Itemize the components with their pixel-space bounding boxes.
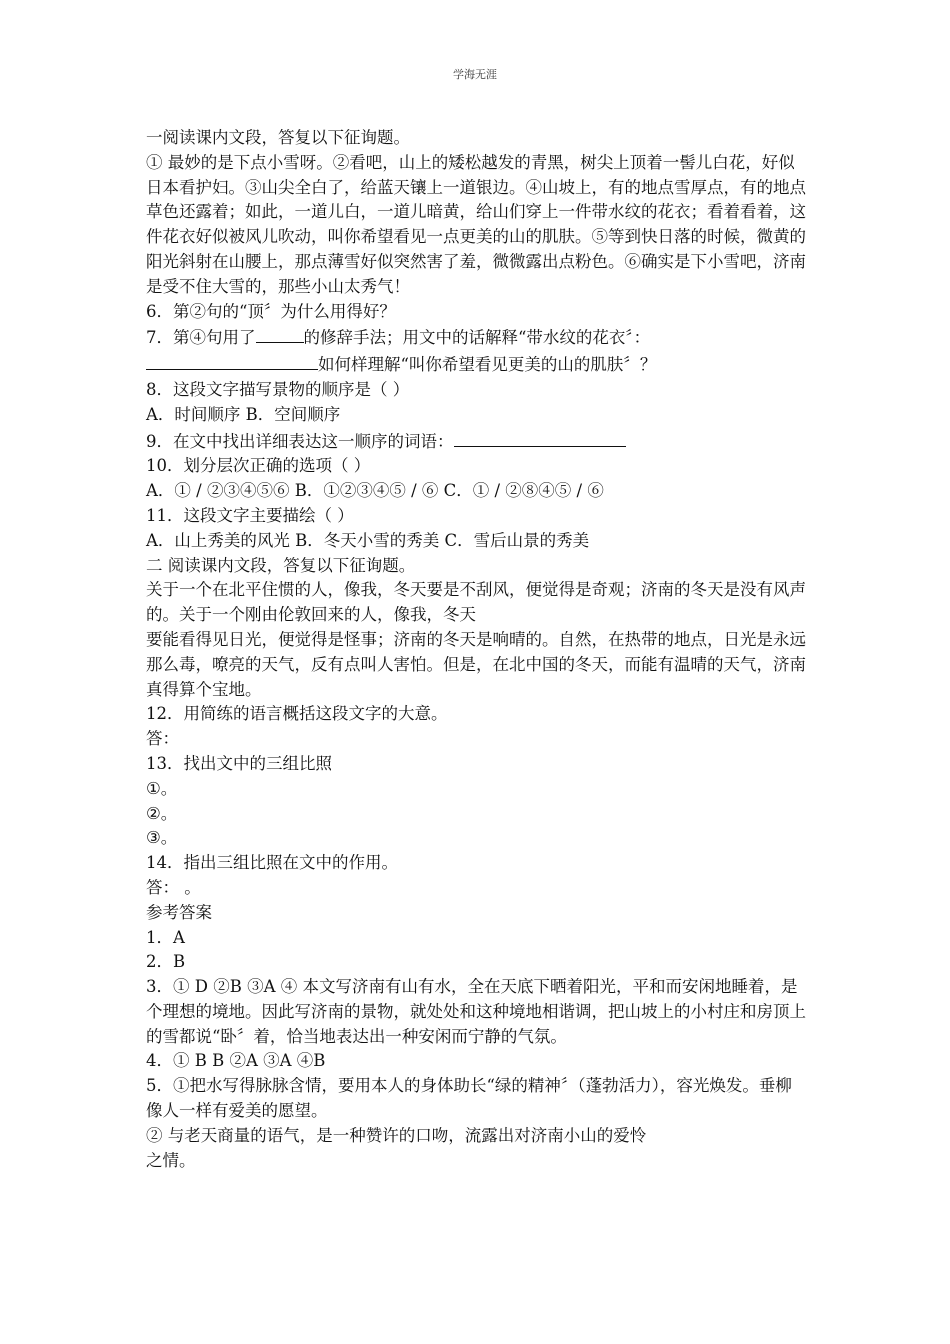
question-14: 14．指出三组比照在文中的作用。 [146, 853, 398, 873]
question-11-options: A．山上秀美的风光 B．冬天小雪的秀美 C．雪后山景的秀美 [146, 530, 590, 550]
section1-passage: ① 最妙的是下点小雪呀。②看吧，山上的矮松越发的青黑，树尖上顶着一髻儿白花，好似日本看护妇。③山尖全白了，给蓝天镶上一道银边。④山坡上，有的地点雪厚点，有的地点草色还露着；如此，一道儿白，一道儿暗黄，给山们穿上一件带水纹的花衣；看着看着，这件花衣好似被风儿吹动，叫你希望看见一点更美的山的肌肤。⑤等到快日落的时候，微黄的阳光斜射在山腰上，那点薄雪好似突然害了羞，微微露出点粉色。⑥确实是下小雪吧，济南是受不住大雪的，那些小山太秀气！ [146, 152, 806, 296]
page-header: 学海无涯 [453, 68, 497, 81]
answer-blank [454, 428, 626, 447]
question-12: 12．用简练的语言概括这段文字的大意。 [146, 704, 448, 724]
question-14-answer: 答： 。 [146, 877, 201, 897]
answer-5-part-3: 之情。 [146, 1150, 196, 1170]
document-body [146, 126, 806, 1173]
answer-blank [146, 351, 318, 370]
question-8: 8．这段文字描写景物的顺序是（ ） [146, 379, 410, 399]
question-7-part-c: 如何样理解“叫你希望看见更美的山的肌肤〞？ [318, 355, 657, 375]
question-11: 11．这段文字主要描绘（ ） [146, 505, 354, 525]
section2-passage-2: 要能看得见日光，便觉得是怪事；济南的冬天是响晴的。自然，在热带的地点，日光是永远那么毒，嘹亮的天气，反有点叫人害怕。但是，在北中国的冬天，而能有温晴的天气，济南真得算个宝地。 [146, 629, 806, 699]
answer-blank [256, 324, 304, 343]
question-13-item-3: ③。 [146, 828, 178, 848]
answer-2: 2．B [146, 952, 186, 972]
question-9 [146, 428, 806, 455]
answer-5-part-1: 5．①把水写得脉脉含情，要用本人的身体助长“绿的精神〞（蓬勃活力），容光焕发。垂柳像人一样有爱美的愿望。 [146, 1076, 792, 1121]
section2-passage-1: 关于一个在北平住惯的人，像我，冬天要是不刮风，便觉得是奇观；济南的冬天是没有风声的。关于一个刚由伦敦回来的人，像我，冬天 [146, 580, 806, 625]
answers-heading: 参考答案 [146, 902, 212, 922]
question-13-item-2: ②。 [146, 803, 178, 823]
answer-3: 3．① D ②B ③A ④ 本文写济南有山有水，全在天底下晒着阳光，平和而安闲地睡着，是个理想的境地。因此写济南的景物，就处处和这种境地相谐调，把山坡上的小村庄和房顶上的雪都说“卧〞着，恰当地表达出一种安闲而宁静的气氛。 [146, 977, 806, 1046]
question-10-options: A．① / ②③④⑤⑥ B．①②③④⑤ / ⑥ C．① / ②⑧④⑤ / ⑥ [146, 481, 604, 501]
question-6: 6．第②句的“顶〞为什么用得好？ [146, 301, 396, 321]
question-8-options: A．时间顺序 B．空间顺序 [146, 404, 341, 424]
question-13-item-1: ①。 [146, 778, 178, 798]
answer-1: 1．A [146, 927, 185, 947]
section1-heading: 一阅读课内文段，答复以下征询题。 [146, 128, 410, 147]
section2-heading: 二 阅读课内文段，答复以下征询题。 [146, 555, 416, 575]
question-12-answer: 答： [146, 729, 179, 749]
question-13: 13．找出文中的三组比照 [146, 753, 332, 773]
answer-5-part-2: ② 与老天商量的语气，是一种赞许的口吻，流露出对济南小山的爱怜 [146, 1125, 647, 1145]
question-10: 10．划分层次正确的选项（ ） [146, 456, 371, 476]
answer-4: 4．① B B ②A ③A ④B [146, 1051, 326, 1071]
question-7-part-b: 的修辞手法；用文中的话解释“带水纹的花衣〞： [303, 328, 651, 348]
question-7 [146, 324, 806, 378]
question-7-part-a: 7．第④句用了 [146, 328, 256, 348]
question-9-text: 9．在文中找出详细表达这一顺序的词语： [146, 431, 454, 451]
